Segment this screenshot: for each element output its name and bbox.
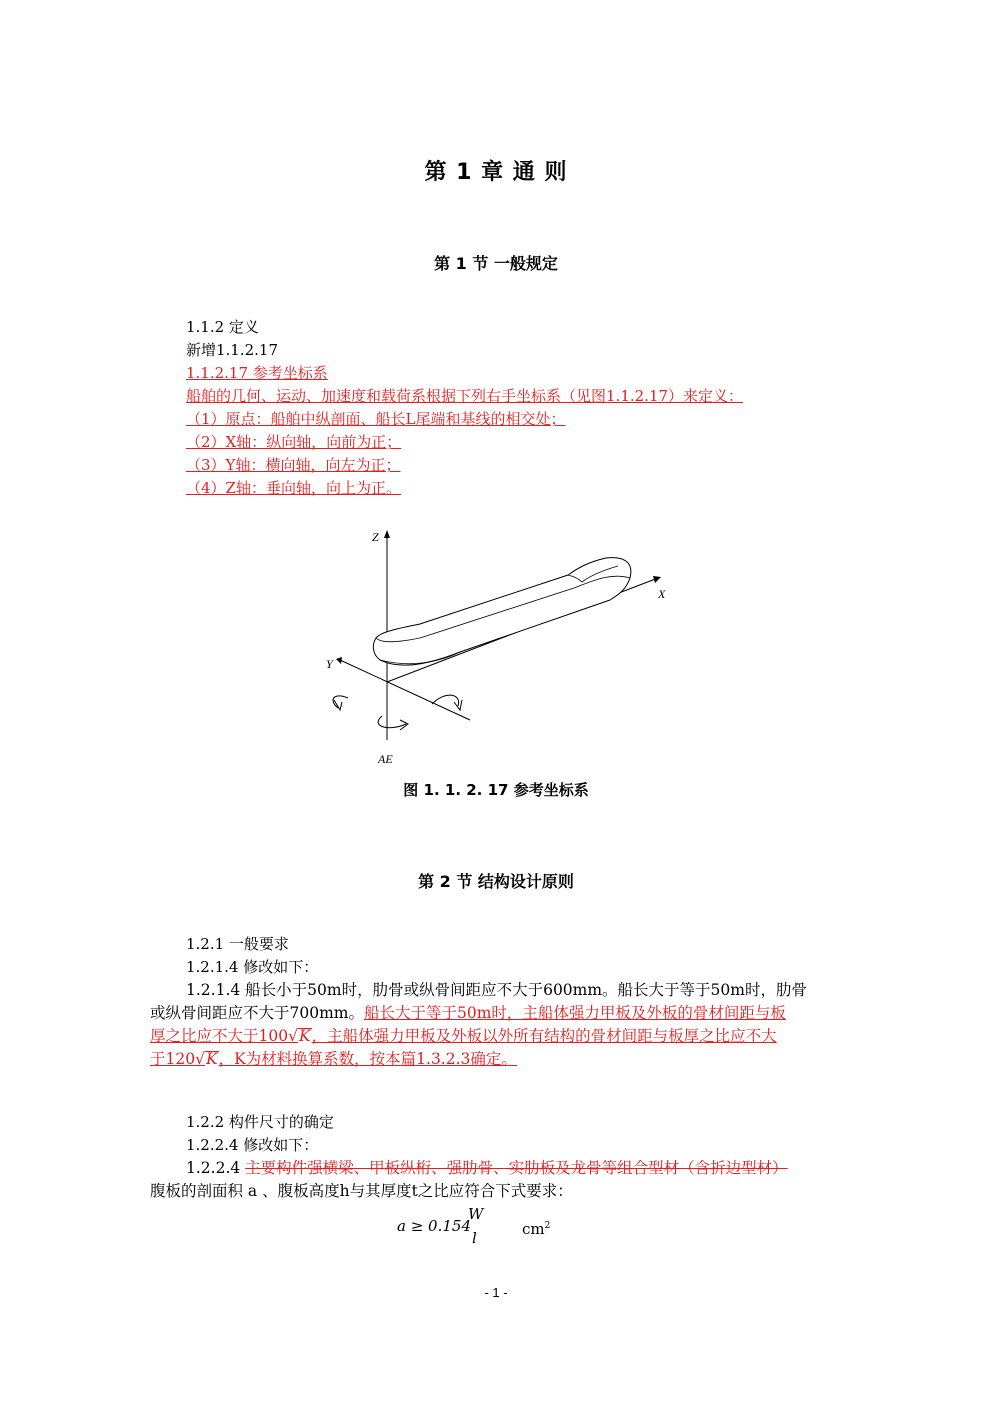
clause-heading-1214: 1.2.1.4 修改如下： xyxy=(186,958,319,976)
paragraph-text: 1.2.2.4 xyxy=(186,1159,246,1177)
paragraph-1214-line-2 xyxy=(150,1002,845,1025)
formula-unit-exponent: 2 xyxy=(544,1221,551,1231)
section-title-2: 第 2 节 结构设计原则 xyxy=(418,872,574,891)
sqrt-symbol: √ xyxy=(288,1027,298,1045)
sqrt-symbol: √ xyxy=(195,1050,205,1068)
roll-arrow xyxy=(333,696,348,710)
paragraph-1214-line-3 xyxy=(150,1025,845,1048)
clause-item-text: 船舶的几何、运动、加速度和载荷系根据下列右手坐标系（见图1.1.2.17）来定义： xyxy=(186,387,744,405)
clause-point-2: （2）X轴：纵向轴，向前为正； xyxy=(186,433,402,451)
paragraph-1224-line-2 xyxy=(150,1180,845,1203)
formula-numerator: W xyxy=(468,1205,484,1223)
y-label: Y xyxy=(326,657,333,671)
figure-caption: 图 1. 1. 2. 17 参考坐标系 xyxy=(403,781,589,799)
paragraph-amendment: ，K为材料换算系数，按本篇1.3.2.3确定。 xyxy=(218,1050,517,1068)
paragraph-amendment: 船长大于等于50m时，主船体强力甲板及外板的骨材间距与板 xyxy=(363,1004,786,1022)
ae-label: AE xyxy=(378,752,393,766)
pitch-arrow xyxy=(432,695,462,710)
clause-heading-122: 1.2.2 构件尺寸的确定 xyxy=(186,1113,334,1131)
formula-unit xyxy=(522,1216,550,1239)
paragraph-1214-line-4 xyxy=(150,1048,845,1071)
z-label: Z xyxy=(372,530,379,544)
formula-unit-text: cm xyxy=(522,1220,545,1238)
formula-lhs: a ≥ 0.154 xyxy=(397,1217,471,1235)
paragraph-text: 腹板的剖面积 a 、腹板高度h与其厚度t之比应符合下式要求： xyxy=(150,1182,573,1200)
y-axis xyxy=(340,660,470,720)
coordinate-system-figure xyxy=(320,520,680,770)
chapter-title: 第 1 章 通 则 xyxy=(424,160,568,185)
paragraph-text: 或纵骨间距应不大于700mm。 xyxy=(150,1004,364,1022)
paragraph-1214-line-1 xyxy=(150,979,845,1002)
paragraph-amendment: 于120 xyxy=(150,1050,196,1068)
x-label: X xyxy=(658,587,666,601)
z-axis-arrow xyxy=(384,530,390,538)
clause-point-4: （4）Z轴：垂向轴，向上为正。 xyxy=(186,479,401,497)
paragraph-1224-line-1 xyxy=(150,1157,845,1180)
paragraph-deletion: 主要构件强横梁、甲板纵桁、强肋骨、实肋板及龙骨等组合型材（含折边型材） xyxy=(245,1159,788,1177)
paragraph-amendment: 厚之比应不大于100 xyxy=(150,1027,289,1045)
clause-heading-121: 1.2.1 一般要求 xyxy=(186,935,289,953)
section-title: 第 1 节 一般规定 xyxy=(434,254,558,273)
clause-item-title: 1.1.2.17 参考坐标系 xyxy=(186,364,328,382)
clause-note: 新增1.1.2.17 xyxy=(186,341,279,359)
clause-heading-1224: 1.2.2.4 修改如下： xyxy=(186,1136,319,1154)
sqrt-k: K xyxy=(298,1027,311,1045)
y-axis-arrow xyxy=(336,657,342,664)
clause-point-3: （3）Y轴：横向轴，向左为正； xyxy=(186,456,401,474)
clause-heading: 1.1.2 定义 xyxy=(186,318,259,336)
paragraph-amendment: ，主船体强力甲板及外板以外所有结构的骨材间距与板厚之比应不大 xyxy=(311,1027,777,1045)
page-number: - 1 - xyxy=(484,1285,508,1300)
yaw-arrow xyxy=(378,716,408,730)
formula-denominator: l xyxy=(472,1229,477,1247)
formula-fraction xyxy=(466,1205,486,1249)
clause-point-1: （1）原点：船舶中纵剖面、船长L尾端和基线的相交处； xyxy=(186,410,566,428)
paragraph-text: 1.2.1.4 船长小于50m时，肋骨或纵骨间距应不大于600mm。船长大于等于50m时，肋骨 xyxy=(186,981,807,999)
sqrt-k: K xyxy=(205,1050,218,1068)
x-axis-arrow xyxy=(653,576,661,583)
